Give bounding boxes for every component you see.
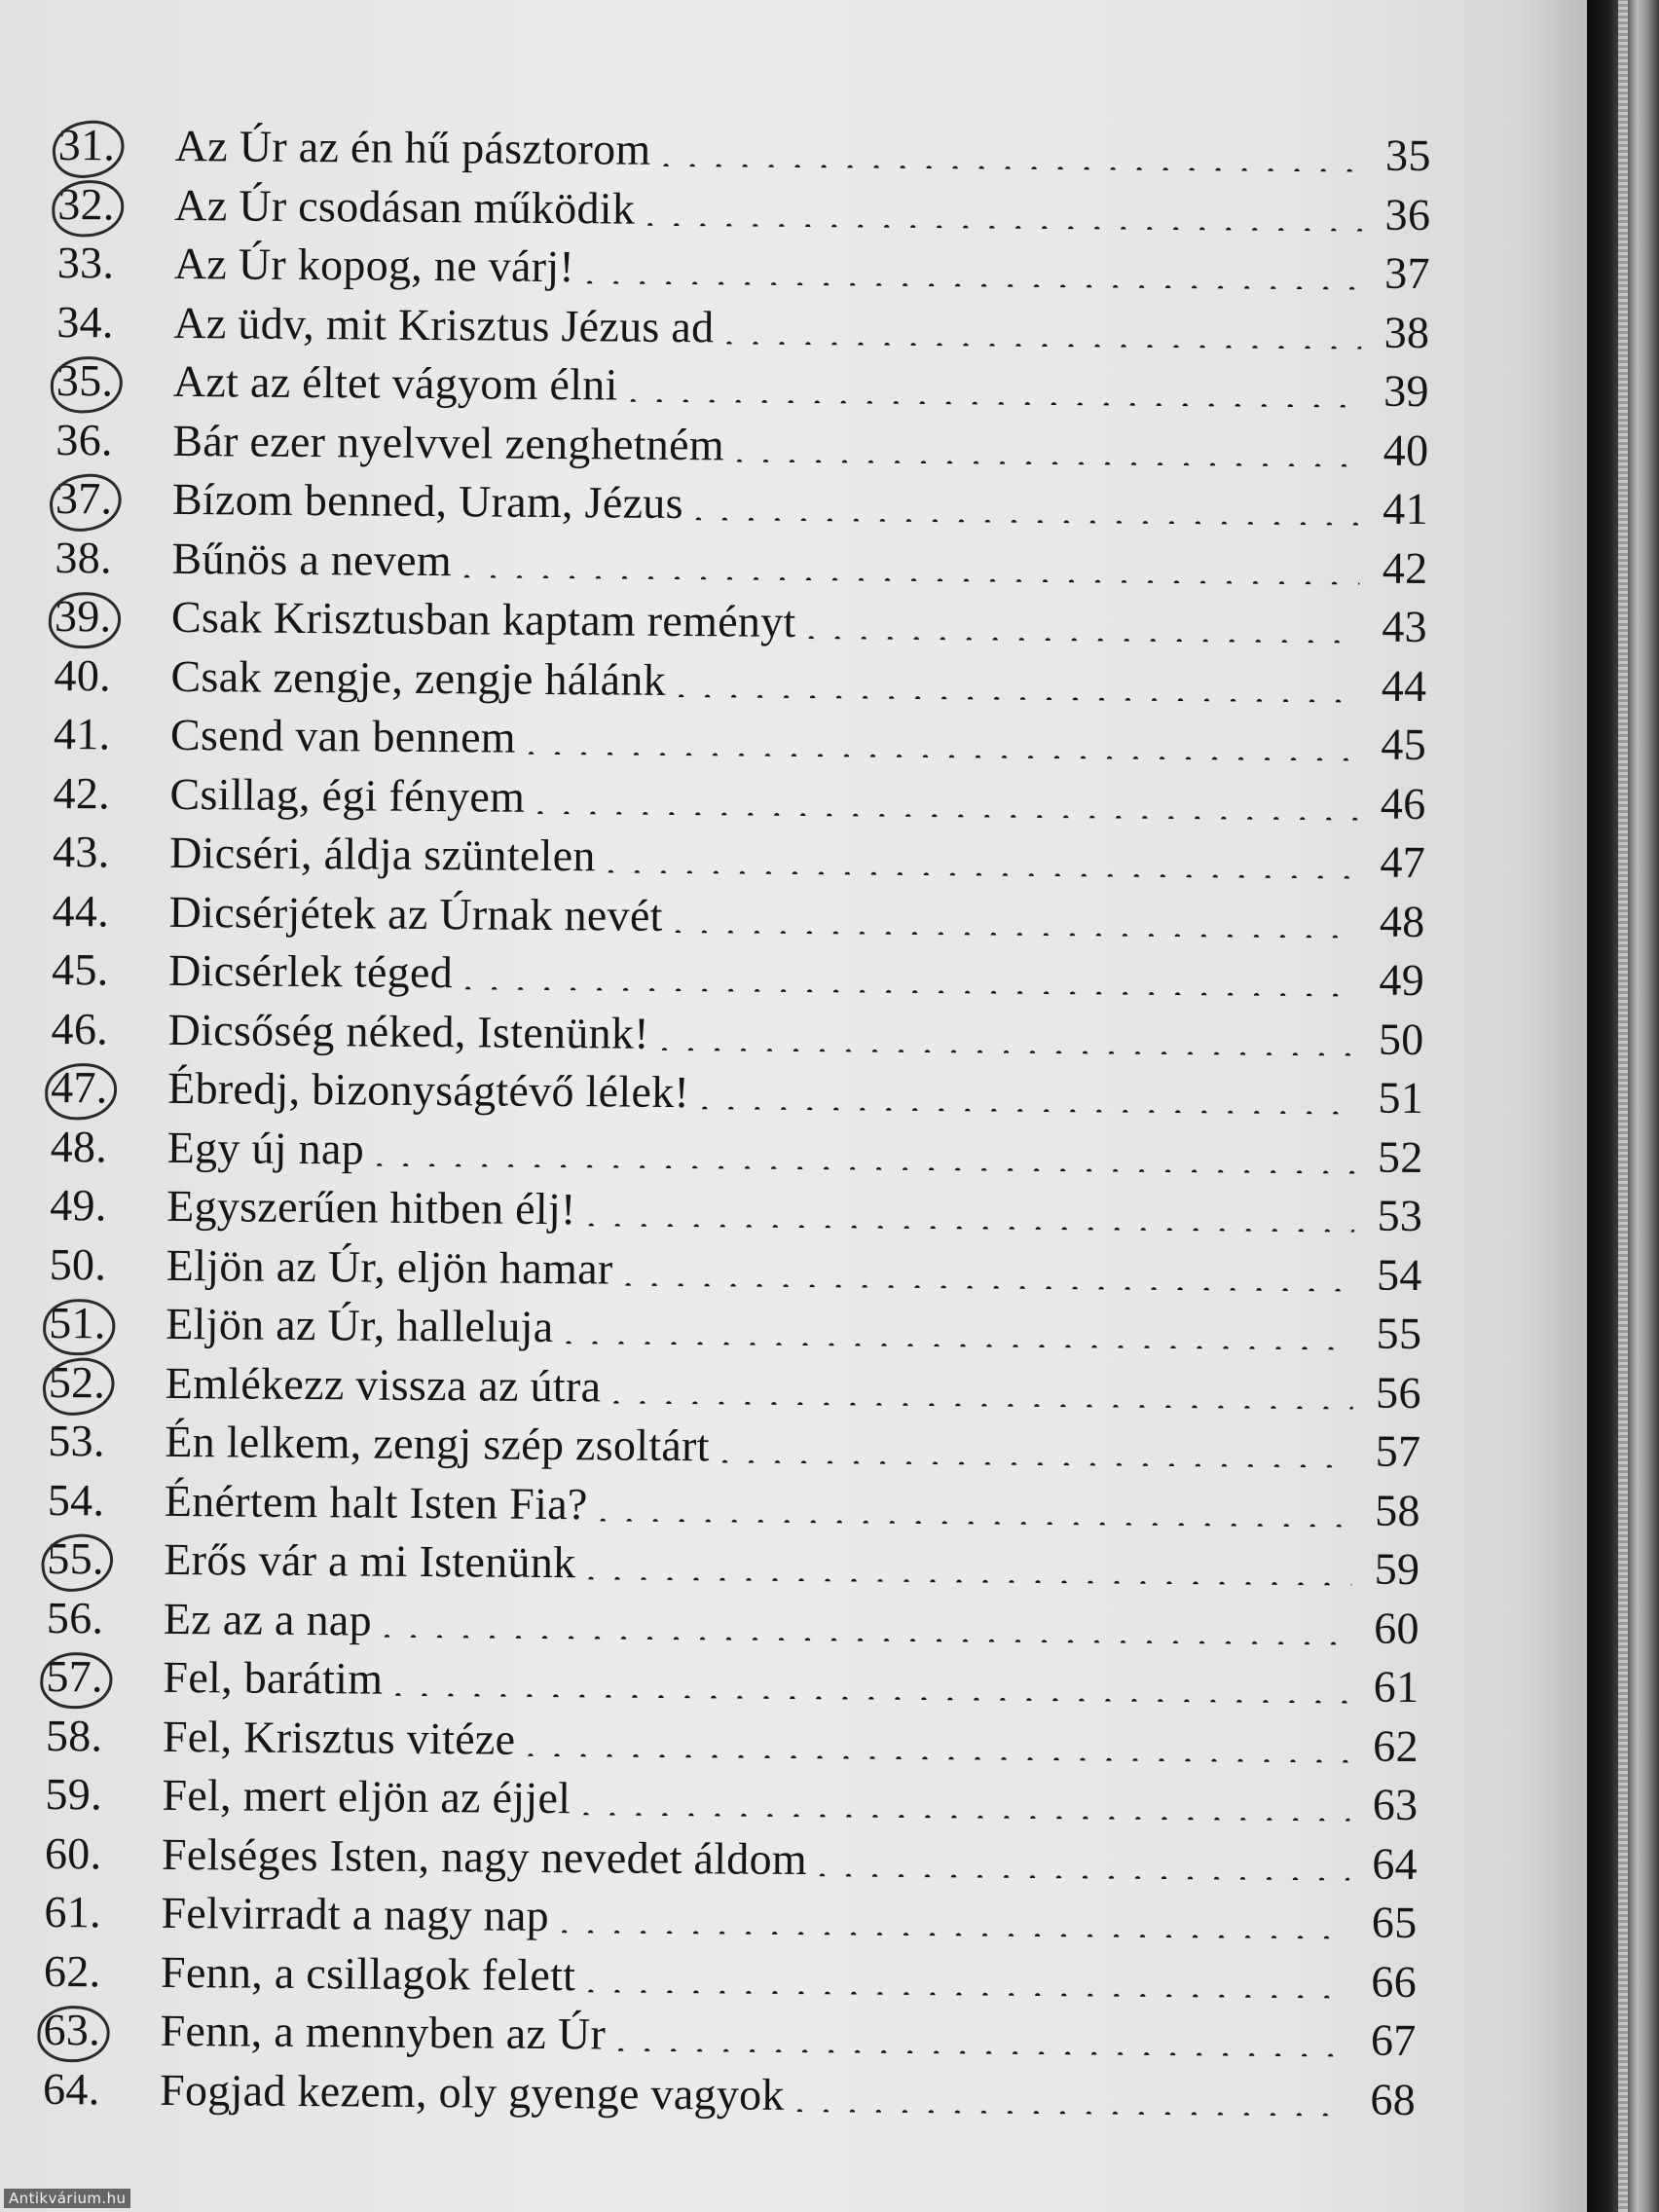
toc-entry — [57, 237, 1430, 307]
entry-page-number: 67 — [1370, 2014, 1417, 2066]
toc-entry — [50, 1179, 1422, 1249]
toc-entry — [43, 2004, 1416, 2074]
toc-entry — [45, 1768, 1418, 1838]
entry-title: Én lelkem, zengj szép zsoltárt — [165, 1416, 711, 1471]
entry-title: Az üdv, mit Krisztus Jézus ad — [173, 297, 715, 351]
entry-page-number: 50 — [1378, 1014, 1424, 1064]
dot-leader — [805, 600, 1359, 643]
entry-number: 64. — [42, 2063, 100, 2114]
entry-title: Bűnös a nevem — [171, 533, 453, 585]
entry-page-number: 53 — [1377, 1190, 1423, 1241]
entry-title: Bár ezer nyelvvel zenghetném — [172, 415, 725, 469]
entry-title: Eljön az Úr, eljön hamar — [166, 1239, 613, 1294]
toc-entry — [48, 1415, 1420, 1485]
entry-number: 56. — [46, 1592, 104, 1642]
toc-entry — [56, 354, 1429, 424]
toc-entry — [51, 1002, 1423, 1072]
toc-entry — [46, 1650, 1419, 1720]
dot-leader — [659, 1011, 1356, 1055]
dot-leader — [719, 1423, 1353, 1467]
entry-page-number: 38 — [1383, 307, 1430, 357]
dot-leader — [817, 1837, 1349, 1880]
entry-page-number: 47 — [1380, 836, 1426, 888]
toc-entry — [47, 1591, 1419, 1661]
entry-title: Egyszerűen hitben élj! — [166, 1180, 576, 1235]
entry-title: Egy új nap — [166, 1122, 365, 1173]
entry-title: Fel, barátim — [163, 1651, 384, 1704]
entry-number: 35. — [56, 354, 173, 407]
entry-title: Dicsérjétek az Úrnak nevét — [168, 886, 663, 940]
entry-page-number: 61 — [1373, 1661, 1419, 1713]
entry-number: 62. — [43, 1945, 101, 1996]
toc-entry — [54, 648, 1426, 719]
entry-number: 63. — [43, 2004, 160, 2056]
entry-number: 48. — [50, 1121, 108, 1171]
entry-title: Azt az éltet vágyom élni — [172, 355, 618, 410]
toc-entry — [47, 1532, 1419, 1603]
entry-title: Fenn, a csillagok felett — [160, 1946, 576, 2000]
dot-leader — [628, 363, 1361, 408]
dot-leader — [382, 1598, 1351, 1644]
entry-number: 45. — [51, 943, 109, 995]
entry-page-number: 55 — [1376, 1308, 1422, 1359]
entry-number: 57. — [46, 1650, 163, 1703]
entry-number: 46. — [51, 1003, 109, 1053]
entry-number: 39. — [55, 590, 171, 643]
entry-number: 47. — [51, 1061, 167, 1114]
entry-number: 43. — [52, 826, 110, 877]
page-stack-edge — [1618, 0, 1628, 2212]
entry-page-number: 37 — [1383, 247, 1430, 299]
entry-title: Dicsőség néked, Istenünk! — [167, 1004, 650, 1058]
entry-number: 61. — [44, 1886, 102, 1937]
dot-leader — [734, 423, 1361, 466]
dot-leader — [525, 1716, 1350, 1762]
dot-leader — [598, 1482, 1352, 1527]
entry-number: 36. — [55, 414, 114, 464]
entry-number: 31. — [58, 119, 175, 171]
entry-page-number: 39 — [1383, 365, 1430, 417]
toc-entry — [49, 1237, 1421, 1308]
entry-title: Fenn, a mennyben az Úr — [160, 2005, 607, 2059]
entry-title: Dicséri, áldja szüntelen — [168, 827, 596, 881]
entry-number: 42. — [53, 767, 111, 818]
entry-page-number: 57 — [1375, 1425, 1421, 1477]
toc-entry — [46, 1709, 1419, 1779]
pen-circle-mark — [49, 117, 128, 182]
dot-leader — [610, 1364, 1353, 1409]
entry-page-number: 35 — [1384, 129, 1431, 181]
entry-title: Fogjad kezem, oly gyenge vagyok — [159, 2064, 785, 2120]
entry-page-number: 60 — [1374, 1603, 1420, 1653]
entry-page-number: 43 — [1382, 601, 1428, 652]
toc-entry — [50, 1120, 1422, 1190]
entry-title: Erős vár a mi Istenünk — [164, 1533, 576, 1588]
entry-page-number: 44 — [1381, 660, 1427, 711]
entry-number: 38. — [55, 532, 113, 582]
entry-page-number: 45 — [1381, 719, 1427, 770]
toc-entry — [58, 119, 1431, 189]
entry-title: Fel, Krisztus vitéze — [162, 1711, 516, 1764]
entry-page-number: 36 — [1384, 189, 1431, 240]
toc-entry — [55, 472, 1428, 542]
entry-page-number: 46 — [1380, 778, 1426, 829]
entry-page-number: 66 — [1371, 1956, 1418, 2007]
page-gutter-shadow — [1519, 0, 1587, 2212]
dot-leader — [606, 833, 1358, 878]
toc-entry — [49, 1297, 1421, 1367]
entry-number: 49. — [50, 1179, 107, 1231]
entry-page-number: 68 — [1370, 2074, 1417, 2124]
entry-number: 53. — [48, 1415, 105, 1466]
book-cover-edge — [1587, 0, 1659, 2212]
dot-leader — [693, 481, 1360, 525]
entry-number: 32. — [57, 177, 174, 230]
pen-circle-mark — [48, 591, 122, 650]
entry-title: Az Úr az én hű pásztorom — [174, 120, 651, 174]
entry-number: 51. — [49, 1297, 166, 1349]
pen-circle-mark — [44, 1062, 119, 1122]
entry-title: Felséges Isten, nagy nevedet áldom — [161, 1828, 808, 1884]
entry-title: Ébredj, bizonyságtévő lélek! — [166, 1062, 690, 1118]
dot-leader — [580, 1776, 1350, 1821]
entry-number: 58. — [45, 1710, 103, 1760]
entry-page-number: 52 — [1377, 1131, 1423, 1182]
pen-circle-mark — [42, 1298, 116, 1357]
toc-entry — [43, 2062, 1416, 2132]
watermark: Antikvárium.hu — [4, 2189, 130, 2208]
dot-leader — [462, 950, 1356, 996]
entry-title: Bízom benned, Uram, Jézus — [171, 473, 683, 529]
toc-entry — [55, 413, 1428, 483]
entry-number: 33. — [56, 237, 115, 288]
entry-number: 37. — [55, 472, 172, 525]
toc-entry — [48, 1473, 1420, 1543]
dot-leader — [535, 774, 1358, 820]
toc-entry — [55, 531, 1427, 601]
entry-number: 40. — [54, 649, 112, 700]
entry-page-number: 42 — [1382, 542, 1428, 593]
entry-title: Csillag, égi fényem — [169, 768, 526, 822]
dot-leader — [645, 186, 1362, 231]
toc-entry — [56, 295, 1429, 365]
entry-page-number: 54 — [1376, 1249, 1422, 1300]
toc-entry — [53, 766, 1425, 836]
entry-title: Csak Krisztusban kaptam reményt — [170, 591, 796, 646]
entry-page-number: 49 — [1379, 954, 1425, 1006]
entry-title: Az Úr kopog, ne várj! — [173, 238, 575, 292]
entry-number: 59. — [45, 1768, 103, 1820]
table-of-contents — [43, 119, 1431, 2132]
entry-page-number: 64 — [1372, 1838, 1419, 1889]
dot-leader — [461, 538, 1360, 584]
toc-entry — [44, 1944, 1417, 2014]
dot-leader — [526, 716, 1358, 761]
entry-page-number: 56 — [1375, 1367, 1421, 1418]
entry-title: Ez az a nap — [163, 1593, 373, 1645]
dot-leader — [676, 657, 1359, 702]
entry-page-number: 62 — [1373, 1720, 1419, 1771]
entry-title: Énértem halt Isten Fia? — [164, 1475, 588, 1529]
dot-leader — [699, 1070, 1355, 1114]
entry-title: Eljön az Úr, halleluja — [166, 1298, 554, 1352]
dot-leader — [723, 305, 1361, 349]
toc-entry — [49, 1355, 1421, 1425]
toc-entry — [54, 708, 1426, 778]
dot-leader — [622, 1246, 1353, 1291]
dot-leader — [586, 1187, 1355, 1232]
pen-circle-mark — [46, 470, 125, 535]
entry-number: 44. — [52, 885, 110, 936]
entry-title: Csend van bennem — [169, 709, 517, 762]
dot-leader — [559, 1894, 1349, 1938]
entry-number: 54. — [47, 1474, 105, 1525]
entry-number: 55. — [47, 1532, 164, 1585]
toc-entry — [51, 1061, 1423, 1131]
dot-leader — [660, 128, 1363, 172]
pen-circle-mark — [39, 1651, 113, 1711]
dot-leader — [374, 1126, 1355, 1173]
entry-number: 34. — [56, 296, 114, 347]
dot-leader — [615, 2012, 1348, 2057]
entry-page-number: 40 — [1382, 424, 1429, 475]
entry-title: Csak zengje, zengje hálánk — [170, 650, 667, 705]
entry-title: Dicsérlek téged — [167, 944, 454, 998]
pen-circle-mark — [36, 2005, 110, 2064]
toc-entry — [45, 1826, 1418, 1897]
pen-circle-mark — [50, 355, 125, 415]
toc-entry — [52, 943, 1424, 1014]
entry-number: 60. — [44, 1827, 102, 1878]
pen-circle-mark — [39, 1353, 118, 1419]
entry-page-number: 58 — [1375, 1485, 1421, 1535]
entry-page-number: 59 — [1374, 1543, 1420, 1595]
dot-leader — [584, 244, 1362, 289]
toc-entry — [57, 177, 1430, 247]
entry-title: Fel, mert eljön az éjjel — [162, 1769, 571, 1824]
toc-entry — [53, 826, 1425, 896]
entry-page-number: 48 — [1379, 896, 1425, 946]
entry-number: 41. — [53, 708, 111, 759]
pen-circle-mark — [38, 1530, 117, 1596]
pen-circle-mark — [51, 178, 126, 238]
entry-title: Felvirradt a nagy nap — [161, 1887, 550, 1941]
toc-entry — [52, 884, 1424, 954]
entry-page-number: 63 — [1372, 1779, 1419, 1830]
dot-leader — [673, 893, 1357, 938]
dot-leader — [585, 1540, 1351, 1585]
dot-leader — [392, 1657, 1350, 1704]
dot-leader — [794, 2072, 1348, 2115]
toc-entry — [55, 590, 1427, 660]
entry-page-number: 41 — [1382, 483, 1429, 535]
entry-title: Az Úr csodásan működik — [174, 179, 636, 234]
entry-number: 52. — [49, 1355, 166, 1408]
toc-entry — [44, 1886, 1417, 1956]
dot-leader — [563, 1305, 1353, 1349]
entry-title: Emlékezz vissza az útra — [165, 1357, 602, 1411]
entry-page-number: 51 — [1378, 1072, 1424, 1124]
dot-leader — [585, 1953, 1348, 1998]
entry-number: 50. — [49, 1238, 107, 1289]
entry-page-number: 65 — [1371, 1897, 1418, 1948]
